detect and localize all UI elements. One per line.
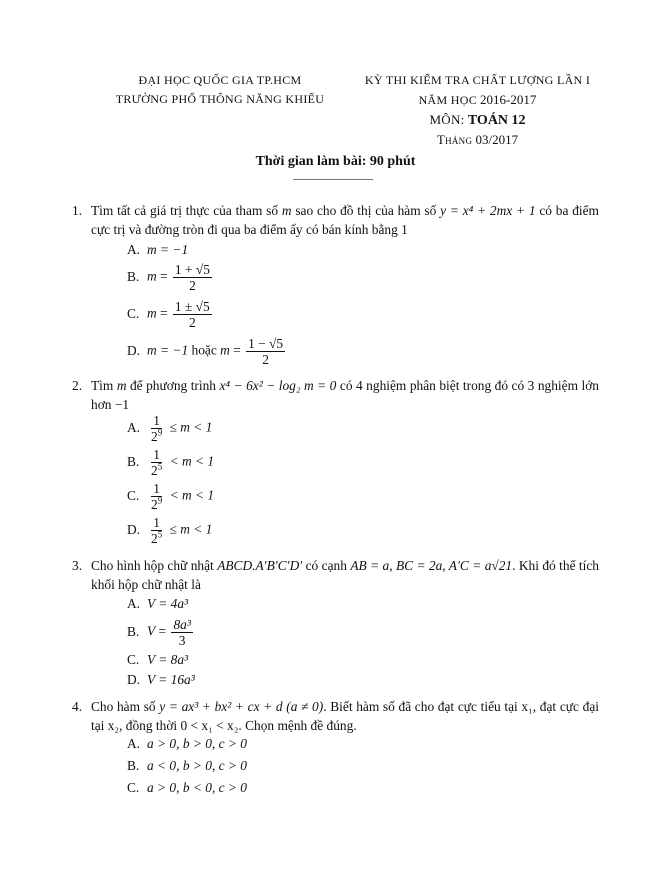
month-value: 03/2017 [475, 132, 519, 147]
fraction: $\frac{1}{2^5}$ [151, 447, 163, 478]
question-number: 2. [72, 378, 83, 393]
fraction: $\frac{1 \pm √5}{2}$ [174, 299, 210, 330]
question-text: Cho hình hộp chữ nhật ABCD.A′B′C′D′ có cạnh AB = a, BC = 2a, A′C = a√21. Khi đó thể tích khối hộp chữ nhật là [91, 558, 599, 592]
question-text: Tìm tất cả giá trị thực của tham số m sao cho đồ thị của hàm số y = x⁴ + 2mx + 1 có ba điểm cực trị và đường tròn đi qua ba điểm ấy có bán kính bằng 1 [91, 203, 599, 237]
option-1c[interactable]: C. m = $\frac{1 \pm √5}{2}$ [127, 299, 210, 330]
fraction: $\frac{1 - √5}{2}$ [248, 336, 284, 367]
option-3a[interactable]: A. V = 4a³ [127, 596, 189, 611]
option-3d[interactable]: D. V = 16a³ [127, 672, 195, 687]
option-2b[interactable]: B. $\frac{1}{2^5}$ < m < 1 [127, 447, 215, 478]
formula: x⁴ − 6x² − log₂ m = 0 [219, 378, 337, 393]
school-name: TRƯỜNG PHỔ THÔNG NĂNG KHIẾU [115, 92, 325, 106]
option-1b[interactable]: B. m = $\frac{1 + √5}{2}$ [127, 262, 210, 293]
conditions: AB = a, BC = 2a, A′C = a√21 [350, 558, 513, 573]
university-name: ĐẠI HỌC QUỐC GIA TP.HCM [138, 73, 302, 87]
option-3b[interactable]: B. V = $\frac{\text{8a³}}{3}$ [127, 617, 191, 648]
fraction: $\frac{1}{2^9}$ [151, 481, 163, 512]
question-number: 4. [72, 699, 83, 714]
question-1 [72, 201, 599, 239]
fraction: $\frac{\text{8a³}}{3}$ [173, 617, 191, 648]
divider [293, 179, 373, 180]
fraction: $\frac{1}{2^9}$ [151, 413, 163, 444]
formula: ABCD.A′B′C′D′ [217, 558, 303, 573]
fraction: $\frac{1}{2^5}$ [151, 515, 163, 546]
question-number: 1. [72, 203, 83, 218]
fraction: $\frac{1 + √5}{2}$ [174, 262, 210, 293]
question-4 [72, 697, 599, 735]
school-header [100, 71, 340, 109]
school-year-label: NĂM HỌC [418, 93, 478, 107]
exam-title: KỲ THI KIỂM TRA CHẤT LƯỢNG LẦN I [364, 73, 591, 87]
subject [350, 110, 605, 130]
option-3c[interactable]: C. V = 8a³ [127, 652, 189, 667]
question-number: 3. [72, 558, 83, 573]
option-2c[interactable]: C. $\frac{1}{2^9}$ < m < 1 [127, 481, 215, 512]
exam-month [350, 130, 605, 149]
month-label: Tháng [436, 132, 473, 147]
option-1a[interactable]: A. m = −1 [127, 242, 189, 257]
time-limit: Thời gian làm bài: 90 phút [255, 154, 416, 169]
formula: y = x⁴ + 2mx + 1 [440, 203, 536, 218]
formula: y = ax³ + bx² + cx + d (a ≠ 0) [159, 699, 324, 714]
question-2 [72, 376, 599, 414]
subject-label: MÔN: [429, 112, 465, 127]
question-text: Cho hàm số y = ax³ + bx² + cx + d (a ≠ 0). Biết hàm số đã cho đạt cực tiểu tại x₁, đạt cực đại tại x₂, đồng thời 0 < x₁ < x₂. Chọn mệnh đề đúng. [91, 699, 599, 733]
subject-value: TOÁN 12 [467, 113, 526, 128]
option-4c[interactable]: C. a > 0, b < 0, c > 0 [127, 780, 248, 795]
option-2a[interactable]: A. $\frac{1}{2^9}$ ≤ m < 1 [127, 413, 213, 444]
option-2d[interactable]: D. $\frac{1}{2^5}$ ≤ m < 1 [127, 515, 213, 546]
option-1d[interactable]: D. m = −1 hoặc m = $\frac{1 - √5}{2}$ [127, 336, 284, 367]
exam-header [350, 71, 605, 149]
question-3 [72, 556, 599, 594]
option-4b[interactable]: B. a < 0, b > 0, c > 0 [127, 758, 248, 773]
option-4a[interactable]: A. a > 0, b > 0, c > 0 [127, 736, 248, 751]
school-year [350, 90, 605, 110]
question-text: Tìm m để phương trình x⁴ − 6x² − log₂ m = 0 có 4 nghiệm phân biệt trong đó có 3 nghiệm lớn hơn −1 [91, 378, 599, 412]
school-year-value: 2016-2017 [480, 92, 537, 107]
